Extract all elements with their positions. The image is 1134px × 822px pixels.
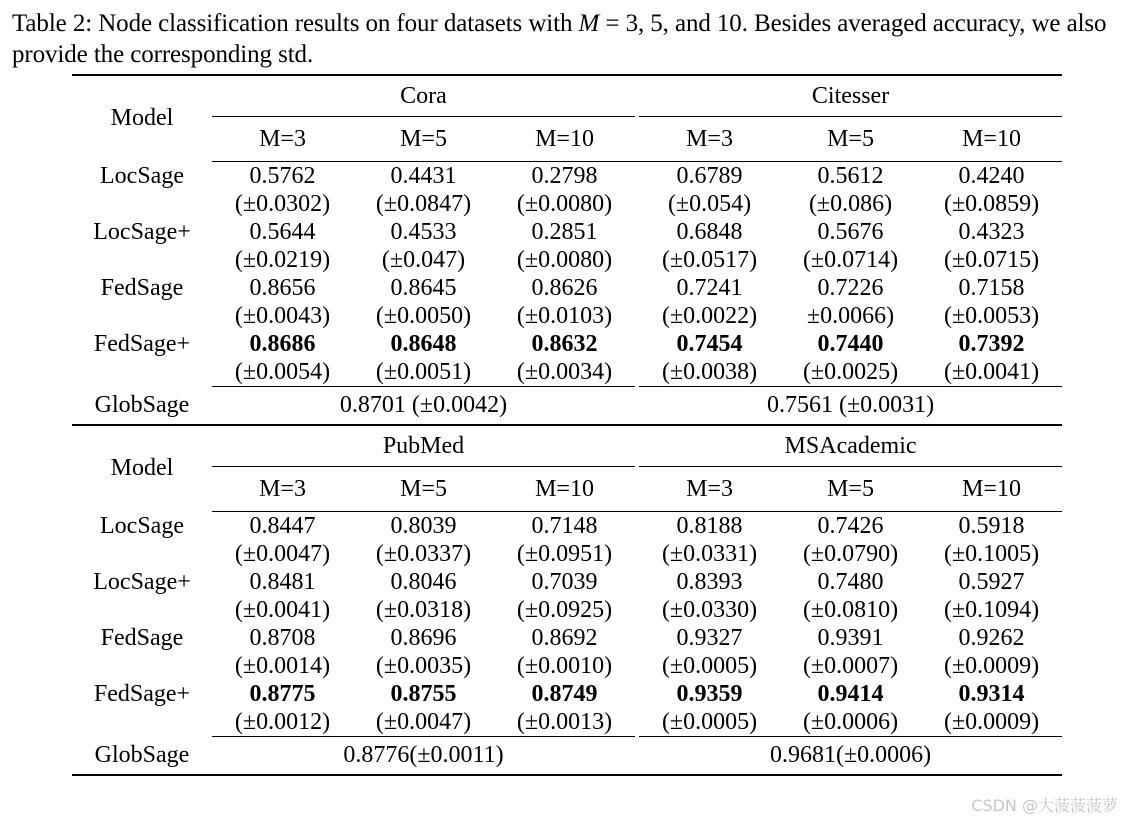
accuracy-value-best: 0.9314 [958, 681, 1025, 707]
client-count-header: M=10 [494, 117, 635, 162]
accuracy-value-best: 0.8775 [249, 681, 316, 707]
std-value: (±0.0714) [802, 247, 899, 273]
accuracy-value-best: 0.7392 [958, 331, 1025, 357]
accuracy-value: 0.9262 [958, 625, 1025, 651]
std-value: (±0.0035) [375, 653, 472, 679]
table-row [72, 568, 1062, 596]
std-value: (±0.0050) [375, 303, 472, 329]
accuracy-value: 0.2798 [531, 163, 598, 189]
dataset-header-row [72, 75, 1062, 117]
model-column-header: Model [72, 425, 212, 512]
accuracy-value: 0.7148 [531, 513, 598, 539]
std-value: (±0.0038) [639, 358, 780, 387]
accuracy-value-best: 0.8749 [531, 681, 598, 707]
model-name: LocSage+ [93, 569, 191, 595]
std-value: (±0.0007) [802, 653, 899, 679]
accuracy-value: 0.8481 [249, 569, 316, 595]
accuracy-value-best: 0.8632 [531, 331, 598, 357]
model-column-header: Model [72, 75, 212, 162]
client-count-header: M=3 [639, 467, 780, 512]
accuracy-value: 0.9391 [817, 625, 884, 651]
client-count-header: M=5 [353, 117, 494, 162]
std-value: (±0.0517) [661, 247, 758, 273]
std-value: (±0.0005) [639, 708, 780, 737]
accuracy-value: 0.7480 [817, 569, 884, 595]
dataset-header: Cora [212, 75, 635, 117]
accuracy-value: 0.4323 [958, 219, 1025, 245]
accuracy-value: 0.5762 [249, 163, 316, 189]
dataset-header: Citesser [639, 75, 1062, 117]
std-value: (±0.0810) [802, 597, 899, 623]
client-count-header: M=5 [780, 117, 921, 162]
client-count-header-row [72, 117, 1062, 162]
std-value: (±0.0103) [516, 303, 613, 329]
model-name: LocSage [100, 162, 184, 189]
accuracy-value: 0.8039 [390, 513, 457, 539]
std-row [72, 190, 1062, 218]
accuracy-value: 0.4431 [390, 163, 457, 189]
model-name-spacer [72, 652, 212, 680]
accuracy-value: 0.7426 [817, 513, 884, 539]
caption-m-symbol: M [578, 10, 600, 37]
std-value: (±0.047) [381, 247, 466, 273]
accuracy-value: 0.5918 [958, 513, 1025, 539]
std-value: (±0.1005) [943, 541, 1040, 567]
std-value: (±0.0041) [234, 597, 331, 623]
accuracy-value-best: 0.7440 [817, 331, 884, 357]
globsage-row [72, 387, 1062, 426]
accuracy-value: 0.7226 [817, 275, 884, 301]
client-count-header: M=10 [921, 467, 1062, 512]
std-value: (±0.0041) [921, 358, 1062, 387]
model-name-spacer [72, 358, 212, 387]
model-name: FedSage+ [93, 331, 191, 357]
table-row [72, 680, 1062, 708]
model-name-spacer [72, 708, 212, 737]
model-name: GlobSage [72, 737, 212, 776]
std-value: (±0.0054) [212, 358, 353, 387]
accuracy-value: 0.7039 [531, 569, 598, 595]
table-row [72, 624, 1062, 652]
model-name-spacer [72, 540, 212, 568]
std-value: (±0.0859) [943, 191, 1040, 217]
model-name-spacer [72, 190, 212, 218]
std-value: ±0.0066) [806, 303, 895, 329]
accuracy-value: 0.7241 [676, 275, 743, 301]
accuracy-value: 0.5676 [817, 219, 884, 245]
std-value: (±0.0219) [234, 247, 331, 273]
accuracy-value-best: 0.9414 [817, 681, 884, 707]
std-value: (±0.0330) [661, 597, 758, 623]
accuracy-value: 0.8393 [676, 569, 743, 595]
accuracy-value: 0.4533 [390, 219, 457, 245]
std-value: (±0.0006) [780, 708, 921, 737]
model-name: FedSage+ [93, 681, 191, 707]
std-value: (±0.0009) [943, 653, 1040, 679]
std-value: (±0.0337) [375, 541, 472, 567]
std-value: (±0.0013) [494, 708, 635, 737]
std-row [72, 302, 1062, 330]
std-value: (±0.0847) [375, 191, 472, 217]
accuracy-value: 0.5612 [817, 163, 884, 189]
std-value: (±0.0005) [661, 653, 758, 679]
model-name-spacer [72, 246, 212, 274]
caption-label: Table 2: [12, 10, 93, 37]
std-value: (±0.054) [667, 191, 752, 217]
std-row [72, 596, 1062, 624]
dataset-header: PubMed [212, 425, 635, 467]
accuracy-value-best: 0.8648 [390, 331, 457, 357]
accuracy-value: 0.8645 [390, 275, 457, 301]
accuracy-value: 0.4240 [958, 163, 1025, 189]
accuracy-value: 0.5644 [249, 219, 316, 245]
accuracy-value: 0.8046 [390, 569, 457, 595]
client-count-header: M=3 [212, 467, 353, 512]
std-value: (±0.0034) [494, 358, 635, 387]
table-row [72, 330, 1062, 358]
table-caption [12, 8, 1130, 70]
client-count-header: M=3 [212, 117, 353, 162]
std-value: (±0.0022) [661, 303, 758, 329]
std-value: (±0.0051) [353, 358, 494, 387]
table-row [72, 162, 1062, 191]
std-value: (±0.0010) [516, 653, 613, 679]
client-count-header: M=5 [353, 467, 494, 512]
accuracy-value: 0.8692 [531, 625, 598, 651]
caption-text-end: = 3, 5, and 10. Besides averaged accuracy, we also provide the corresponding std. [12, 10, 1107, 68]
std-value: (±0.0318) [375, 597, 472, 623]
table-row [72, 512, 1062, 541]
accuracy-value-best: 0.9359 [676, 681, 743, 707]
model-name: LocSage [100, 512, 184, 539]
accuracy-value: 0.6848 [676, 219, 743, 245]
std-value: (±0.0790) [802, 541, 899, 567]
std-value: (±0.0331) [661, 541, 758, 567]
std-value: (±0.0047) [353, 708, 494, 737]
accuracy-value: 0.8656 [249, 275, 316, 301]
accuracy-value-best: 0.8755 [390, 681, 457, 707]
std-value: (±0.0080) [516, 247, 613, 273]
model-name: LocSage+ [93, 219, 191, 245]
std-value: (±0.086) [808, 191, 893, 217]
dataset-header-row [72, 425, 1062, 467]
std-row [72, 652, 1062, 680]
results-table-body [72, 75, 1062, 775]
globsage-row [72, 737, 1062, 776]
globsage-value: 0.8776(±0.0011) [212, 737, 635, 776]
model-name: FedSage [100, 625, 184, 651]
accuracy-value: 0.5927 [958, 569, 1025, 595]
std-value: (±0.0715) [943, 247, 1040, 273]
client-count-header: M=5 [780, 467, 921, 512]
accuracy-value: 0.8696 [390, 625, 457, 651]
dataset-header: MSAcademic [639, 425, 1062, 467]
globsage-value: 0.9681(±0.0006) [639, 737, 1062, 776]
accuracy-value: 0.8447 [249, 513, 316, 539]
accuracy-value: 0.2851 [531, 219, 598, 245]
std-row [72, 246, 1062, 274]
std-value: (±0.0053) [943, 303, 1040, 329]
accuracy-value: 0.8708 [249, 625, 316, 651]
std-value: (±0.0080) [516, 191, 613, 217]
accuracy-value-best: 0.8686 [249, 331, 316, 357]
std-value: (±0.0009) [921, 708, 1062, 737]
client-count-header-row [72, 467, 1062, 512]
table-row [72, 218, 1062, 246]
model-name: FedSage [100, 275, 184, 301]
model-name-spacer [72, 302, 212, 330]
table-row [72, 274, 1062, 302]
client-count-header: M=3 [639, 117, 780, 162]
results-table [72, 74, 1062, 776]
accuracy-value: 0.6789 [676, 163, 743, 189]
caption-text-start: Node classification results on four datasets with [92, 10, 579, 37]
accuracy-value-best: 0.7454 [676, 331, 743, 357]
std-value: (±0.0951) [516, 541, 613, 567]
std-value: (±0.0014) [234, 653, 331, 679]
std-value: (±0.0012) [212, 708, 353, 737]
watermark: CSDN @大菠菠菠萝 [971, 796, 1118, 815]
std-value: (±0.1094) [943, 597, 1040, 623]
client-count-header: M=10 [921, 117, 1062, 162]
model-name: GlobSage [94, 391, 190, 418]
accuracy-value: 0.8188 [676, 513, 743, 539]
std-value: (±0.0025) [780, 358, 921, 387]
std-value: (±0.0302) [234, 191, 331, 217]
std-value: (±0.0047) [234, 541, 331, 567]
std-row [72, 708, 1062, 737]
accuracy-value: 0.7158 [958, 275, 1025, 301]
std-row [72, 540, 1062, 568]
model-name-spacer [72, 596, 212, 624]
globsage-value: 0.8701 (±0.0042) [339, 392, 508, 418]
client-count-header: M=10 [494, 467, 635, 512]
accuracy-value: 0.9327 [676, 625, 743, 651]
accuracy-value: 0.8626 [531, 275, 598, 301]
std-row [72, 358, 1062, 387]
std-value: (±0.0043) [234, 303, 331, 329]
globsage-value: 0.7561 (±0.0031) [766, 392, 935, 418]
std-value: (±0.0925) [516, 597, 613, 623]
